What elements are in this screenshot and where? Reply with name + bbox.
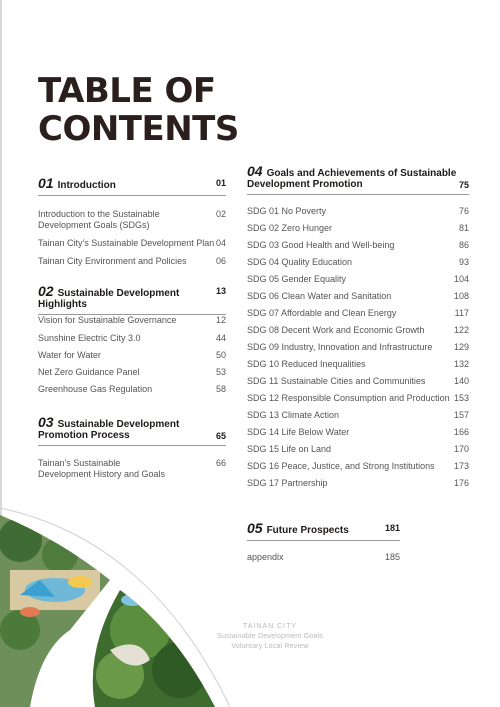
toc-entry-page: 132 xyxy=(453,359,469,369)
toc-entry-label: Vision for Sustainable Governance xyxy=(38,315,177,325)
section-title xyxy=(38,414,180,441)
toc-entry[interactable] xyxy=(38,209,226,231)
toc-entry-label: SDG 16 Peace, Justice, and Strong Institutions xyxy=(247,461,435,471)
toc-entry-label: SDG 15 Life on Land xyxy=(247,444,332,454)
toc-entry-label: SDG 06 Clean Water and Sanitation xyxy=(247,291,392,301)
section-number: 03 xyxy=(38,414,54,430)
toc-entry[interactable] xyxy=(38,384,226,395)
toc-entry[interactable] xyxy=(247,478,469,489)
toc-entry[interactable] xyxy=(247,308,469,319)
caption-line-2: Voluntary Local Review xyxy=(231,643,309,650)
toc-entry-page: 81 xyxy=(458,223,469,233)
section-number: 04 xyxy=(247,163,263,179)
toc-entry-page: 12 xyxy=(215,315,226,325)
toc-entry-page: 153 xyxy=(453,393,469,403)
section-page: 01 xyxy=(215,178,226,188)
toc-entry-page: 170 xyxy=(453,444,469,454)
toc-entry-label: SDG 10 Reduced Inequalities xyxy=(247,359,366,369)
toc-entry[interactable] xyxy=(247,359,469,370)
toc-entry[interactable] xyxy=(38,333,226,344)
toc-entry-page: 185 xyxy=(384,552,400,562)
section-05-heading[interactable] xyxy=(247,520,400,541)
section-title-text: Sustainable Development Highlights xyxy=(38,288,180,310)
toc-entry[interactable] xyxy=(247,291,469,302)
toc-entry-label: Tainan City's Sustainable Development Plan xyxy=(38,238,215,248)
toc-entry[interactable] xyxy=(247,240,469,251)
toc-entry-page: 66 xyxy=(215,458,226,468)
toc-entry-label: SDG 01 No Poverty xyxy=(247,206,327,216)
park-aerial-photo xyxy=(0,500,240,707)
toc-entry[interactable] xyxy=(247,274,469,285)
toc-entry[interactable] xyxy=(247,552,400,563)
toc-entry-label: Water for Water xyxy=(38,350,101,360)
section-title-text: Introduction xyxy=(57,180,116,191)
toc-entry-page: 166 xyxy=(453,427,469,437)
caption-city: TAINAN CITY xyxy=(242,623,298,630)
section-page: 65 xyxy=(215,431,226,441)
toc-entry-page: 176 xyxy=(453,478,469,488)
section-title xyxy=(247,163,457,190)
toc-entry-label: SDG 02 Zero Hunger xyxy=(247,223,333,233)
section-number: 01 xyxy=(38,175,54,191)
toc-entry-page: 06 xyxy=(215,256,226,266)
toc-entry[interactable] xyxy=(38,458,226,480)
toc-entry[interactable] xyxy=(38,256,226,267)
section-01-heading[interactable] xyxy=(38,175,226,196)
toc-entry-label: SDG 03 Good Health and Well-being xyxy=(247,240,395,250)
toc-entry-page: 04 xyxy=(215,238,226,248)
toc-entry[interactable] xyxy=(38,238,226,249)
section-page: 13 xyxy=(215,286,226,296)
toc-entry-page: 173 xyxy=(453,461,469,471)
caption-line-1: Sustainable Development Goals xyxy=(217,633,323,640)
toc-entry[interactable] xyxy=(247,206,469,217)
section-title xyxy=(247,520,349,536)
toc-entry-page: 50 xyxy=(215,350,226,360)
toc-entry-label: SDG 05 Gender Equality xyxy=(247,274,347,284)
section-03-heading[interactable] xyxy=(38,414,226,446)
section-title xyxy=(38,175,116,191)
toc-entry-page: 157 xyxy=(453,410,469,420)
toc-entry[interactable] xyxy=(247,427,469,438)
toc-entry-label: Net Zero Guidance Panel xyxy=(38,367,140,377)
toc-entry-page: 44 xyxy=(215,333,226,343)
toc-entry[interactable] xyxy=(247,393,469,404)
toc-entry-label: SDG 09 Industry, Innovation and Infrastructure xyxy=(247,342,433,352)
toc-entry-page: 122 xyxy=(453,325,469,335)
toc-entry-label: SDG 14 Life Below Water xyxy=(247,427,350,437)
toc-entry[interactable] xyxy=(247,444,469,455)
toc-entry[interactable] xyxy=(247,410,469,421)
toc-entry-page: 104 xyxy=(453,274,469,284)
toc-entry-page: 86 xyxy=(458,240,469,250)
section-02-heading[interactable] xyxy=(38,283,226,315)
toc-entry-label: SDG 11 Sustainable Cities and Communities xyxy=(247,376,426,386)
toc-entry-page: 140 xyxy=(453,376,469,386)
toc-entry-page: 117 xyxy=(454,308,469,318)
toc-entry[interactable] xyxy=(38,315,226,326)
toc-entry-label: Introduction to the Sustainable Development Goals (SDGs) xyxy=(38,209,160,230)
toc-entry[interactable] xyxy=(247,325,469,336)
toc-entry[interactable] xyxy=(247,257,469,268)
toc-entry[interactable] xyxy=(38,350,226,361)
toc-entry-label: Tainan City Environment and Policies xyxy=(38,256,187,266)
toc-entry-page: 129 xyxy=(453,342,469,352)
toc-entry-page: 93 xyxy=(458,257,469,267)
cover-caption xyxy=(200,622,340,652)
section-number: 02 xyxy=(38,283,54,299)
toc-entry-label: Greenhouse Gas Regulation xyxy=(38,384,153,394)
page-title xyxy=(38,72,239,148)
section-page: 181 xyxy=(384,523,400,533)
toc-entry-label: SDG 12 Responsible Consumption and Production xyxy=(247,393,450,403)
page-title-line-1: TABLE OF xyxy=(38,71,216,111)
section-number: 05 xyxy=(247,520,263,536)
toc-entry[interactable] xyxy=(247,223,469,234)
toc-entry-label: SDG 13 Climate Action xyxy=(247,410,340,420)
toc-entry-page: 02 xyxy=(215,209,226,219)
section-title-text: Goals and Achievements of Sustainable Development Promotion xyxy=(247,168,457,190)
toc-entry-label: SDG 08 Decent Work and Economic Growth xyxy=(247,325,425,335)
toc-entry-label: SDG 04 Quality Education xyxy=(247,257,353,267)
toc-entry-page: 58 xyxy=(215,384,226,394)
toc-entry[interactable] xyxy=(247,342,469,353)
toc-entry[interactable] xyxy=(38,367,226,378)
toc-entry-label: SDG 17 Partnership xyxy=(247,478,328,488)
section-title xyxy=(38,283,216,310)
toc-entry-label: appendix xyxy=(247,552,284,562)
toc-entry[interactable] xyxy=(247,376,469,387)
toc-entry-page: 76 xyxy=(458,206,469,216)
section-page: 75 xyxy=(458,180,469,190)
section-title-text: Sustainable Development Promotion Process xyxy=(38,419,180,441)
page-title-line-2: CONTENTS xyxy=(38,109,239,149)
toc-entry-label: SDG 07 Affordable and Clean Energy xyxy=(247,308,397,318)
toc-entry-label: Tainan's Sustainable Development History and Goals xyxy=(38,458,166,479)
section-04-heading[interactable] xyxy=(247,163,469,195)
toc-entry-label: Sunshine Electric City 3.0 xyxy=(38,333,141,343)
toc-entry[interactable] xyxy=(247,461,469,472)
toc-entry-page: 53 xyxy=(215,367,226,377)
section-title-text: Future Prospects xyxy=(266,525,349,536)
toc-entry-page: 108 xyxy=(453,291,469,301)
